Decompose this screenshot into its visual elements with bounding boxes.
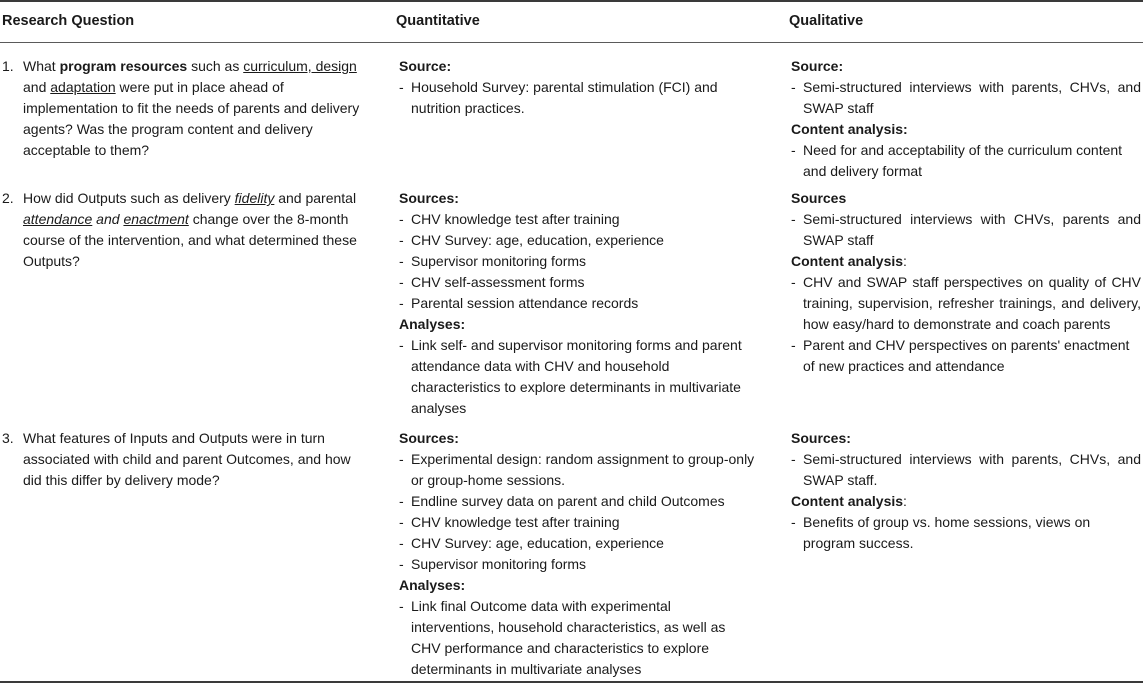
row-2-qualitative bbox=[789, 188, 1141, 377]
content-analysis-label: Content analysis: bbox=[791, 121, 908, 137]
list-item: - Experimental design: random assignment to group-only or group-home sessions. bbox=[399, 451, 755, 488]
list-item: - Supervisor monitoring forms bbox=[399, 556, 587, 572]
header-research-question: Research Question bbox=[2, 13, 135, 29]
row-1-quantitative bbox=[397, 56, 757, 119]
list-item: - Link final Outcome data with experimental interventions, household characteristics, as well as CHV performance and characteristics to explore determinants in multivariate analyses bbox=[399, 598, 726, 677]
list-item: - CHV and SWAP staff perspectives on quality of CHV training, supervision, refresher trainings, and delivery, how easy/hard to demonstrate and coach parents bbox=[791, 274, 1141, 332]
content-analysis-label: Content analysis: bbox=[791, 253, 907, 269]
list-item: - CHV Survey: age, education, experience bbox=[399, 535, 664, 551]
list-item: - Supervisor monitoring forms bbox=[399, 253, 587, 269]
list-item: - Household Survey: parental stimulation (FCI) and nutrition practices. bbox=[399, 79, 718, 116]
header-qualitative: Qualitative bbox=[789, 13, 864, 29]
analyses-label: Analyses: bbox=[399, 577, 466, 593]
list-item: - Semi-structured interviews with parents, CHVs, and SWAP staff bbox=[791, 79, 1141, 116]
row-number: 3. bbox=[2, 430, 14, 446]
row-1-qualitative bbox=[789, 56, 1141, 182]
row-3-question bbox=[2, 428, 367, 491]
sources-label: Sources: bbox=[399, 190, 459, 206]
sources-label: Sources: bbox=[399, 430, 459, 446]
list-item: - Semi-structured interviews with parents, CHVs, and SWAP staff. bbox=[791, 451, 1141, 488]
sources-label: Source: bbox=[791, 58, 844, 74]
list-item: - Need for and acceptability of the curriculum content and delivery format bbox=[791, 142, 1123, 179]
list-item: - CHV knowledge test after training bbox=[399, 211, 620, 227]
row-1-question bbox=[2, 56, 367, 161]
sources-label: Sources bbox=[791, 190, 847, 206]
list-item: - CHV Survey: age, education, experience bbox=[399, 232, 664, 248]
analyses-label: Analyses: bbox=[399, 316, 466, 332]
row-2-quantitative bbox=[397, 188, 757, 419]
header-rule bbox=[0, 42, 1143, 43]
question-text: What program resources such as curriculum, design and adaptation were put in place ahead of implementation to fit the needs of parents and delivery agents? Was the program content and delivery acceptable to them? bbox=[23, 58, 360, 158]
row-3-quantitative bbox=[397, 428, 757, 680]
header-quantitative: Quantitative bbox=[396, 13, 480, 29]
table-top-rule bbox=[0, 0, 1143, 2]
row-2-question bbox=[2, 188, 367, 272]
list-item: - Link self- and supervisor monitoring forms and parent attendance data with CHV and household characteristics to explore determinants in multivariate analyses bbox=[399, 337, 742, 416]
list-item: - Benefits of group vs. home sessions, views on program success. bbox=[791, 514, 1091, 551]
row-3-qualitative bbox=[789, 428, 1141, 554]
question-text: What features of Inputs and Outputs were in turn associated with child and parent Outcomes, and how did this differ by delivery mode? bbox=[23, 430, 351, 488]
sources-label: Sources: bbox=[791, 430, 851, 446]
content-analysis-label: Content analysis: bbox=[791, 493, 907, 509]
list-item: - CHV self-assessment forms bbox=[399, 274, 585, 290]
list-item: - Endline survey data on parent and child Outcomes bbox=[399, 493, 725, 509]
row-number: 1. bbox=[2, 58, 14, 74]
sources-label: Source: bbox=[399, 58, 452, 74]
list-item: - Parent and CHV perspectives on parents' enactment of new practices and attendance bbox=[791, 337, 1130, 374]
list-item: - Parental session attendance records bbox=[399, 295, 639, 311]
question-text: How did Outputs such as delivery fidelity and parental attendance and enactment change over the 8-month course of the intervention, and what determined these Outputs? bbox=[23, 190, 357, 269]
list-item: - CHV knowledge test after training bbox=[399, 514, 620, 530]
list-item: - Semi-structured interviews with CHVs, parents and SWAP staff bbox=[791, 211, 1141, 248]
row-number: 2. bbox=[2, 190, 14, 206]
